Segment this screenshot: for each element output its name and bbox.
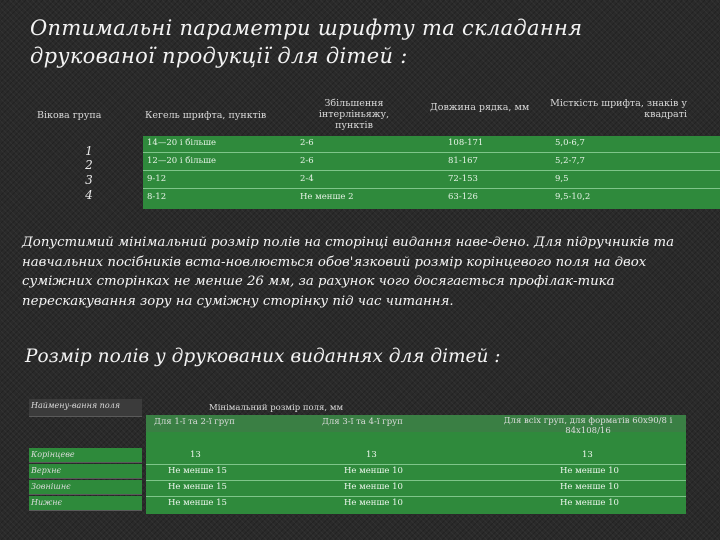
cell-value: Не менше 10 [344, 498, 403, 508]
cell-value: Не менше 15 [168, 466, 227, 476]
cell-leading: 2-6 [300, 156, 314, 166]
header-min-size: Мінімальний розмір поля, мм [209, 403, 344, 413]
cell-value: Не менше 10 [344, 482, 403, 492]
cell-leading: 2-6 [300, 138, 314, 148]
cell-value: Не менше 15 [168, 482, 227, 492]
cell-value: 13 [366, 450, 377, 460]
section-title: Розмір полів у друкованих виданнях для дітей : [25, 346, 501, 367]
cell-value: Не менше 10 [560, 466, 619, 476]
cell-leading: 2-4 [300, 174, 314, 184]
header-kegel: Кегель шрифта, пунктів [145, 110, 267, 121]
age-group-number: 2 [85, 158, 93, 172]
header-leading: Збільшення інтерліньяжу, пунктів [318, 98, 390, 131]
sub-header: Для всіх груп, для форматів 60х90/8 і 84х108/16 [503, 416, 673, 436]
header-age-group: Вікова група [37, 110, 102, 121]
table-row [146, 448, 686, 465]
cell-kegel: 12—20 і більше [147, 156, 217, 166]
slide-title: Оптимальні параметри шрифту та складання друкованої продукції для дітей : [30, 16, 583, 68]
sub-header: Для 3-ї та 4-ї груп [322, 417, 403, 427]
header-capacity: Місткість шрифта, знаків у квадраті [550, 98, 687, 120]
table-row [146, 496, 686, 512]
cell-length: 81-167 [448, 156, 478, 166]
cell-kegel: 9-12 [147, 174, 167, 184]
cell-kegel: 8-12 [147, 192, 167, 202]
font-parameters-values [143, 136, 720, 209]
row-label: Верхнє [29, 464, 142, 479]
cell-capacity: 5,2-7,7 [555, 156, 585, 166]
cell-capacity: 9,5 [555, 174, 569, 184]
age-group-number: 1 [85, 144, 93, 158]
cell-length: 108-171 [448, 138, 484, 148]
header-line-length: Довжина рядка, мм [430, 102, 530, 113]
header-field-name: Наймену-вання поля [29, 399, 142, 417]
cell-value: Не менше 10 [344, 466, 403, 476]
age-group-number: 3 [85, 173, 93, 187]
table-row [143, 190, 720, 206]
body-paragraph: Допустимий мінімальний розмір полів на сторінці видання наве-дено. Для підручників та навчальних посібників вста-новлюється обов'язковий розмір корінцевого поля на двох суміжних сторінках не менше 26 мм, за рахунок чого досягається профілак-тика перескакування зору на суміжну сторінку під час читання. [22, 235, 675, 309]
table-row [143, 154, 720, 171]
sub-header-row [146, 415, 686, 436]
table-row [143, 136, 720, 153]
margins-table [29, 399, 686, 515]
cell-value: 13 [190, 450, 201, 460]
sub-header: Для 1-ї та 2-ї груп [154, 417, 235, 427]
row-label: Зовнішнє [29, 480, 142, 495]
age-group-number: 4 [85, 188, 93, 202]
cell-kegel: 14—20 і більше [147, 138, 217, 148]
cell-leading: Не менше 2 [300, 192, 354, 202]
cell-length: 63-126 [448, 192, 478, 202]
table-row [146, 480, 686, 497]
cell-capacity: 9,5-10,2 [555, 192, 591, 202]
table-row [143, 172, 720, 189]
cell-length: 72-153 [448, 174, 478, 184]
cell-value: 13 [582, 450, 593, 460]
margins-values [146, 415, 686, 514]
cell-value: Не менше 10 [560, 482, 619, 492]
cell-capacity: 5,0-6,7 [555, 138, 585, 148]
row-label: Нижнє [29, 496, 142, 511]
row-label: Корінцеве [29, 448, 142, 463]
cell-value: Не менше 10 [560, 498, 619, 508]
font-parameters-table [37, 96, 687, 212]
table-row [146, 464, 686, 481]
cell-value: Не менше 15 [168, 498, 227, 508]
